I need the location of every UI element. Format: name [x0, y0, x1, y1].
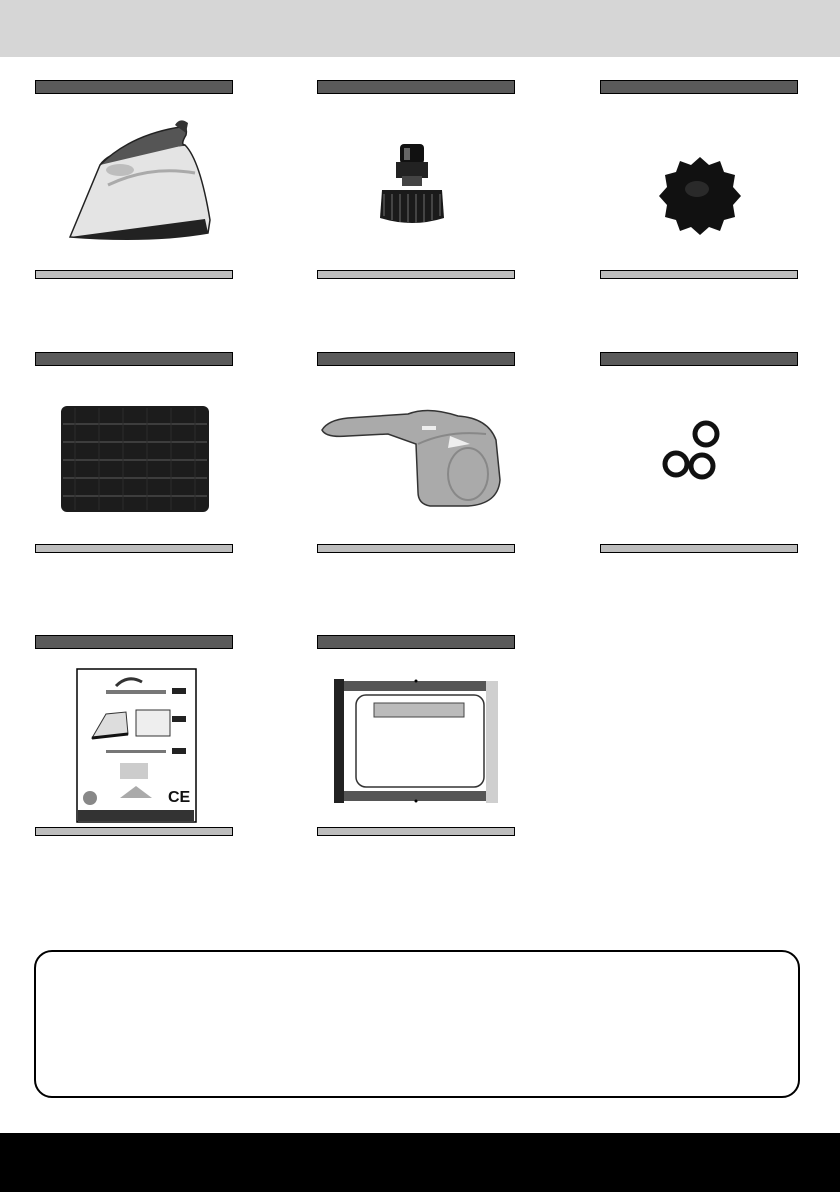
item-1-caption-bar	[35, 270, 233, 279]
item-5-title-bar	[317, 352, 515, 366]
item-6-caption-bar	[600, 544, 798, 553]
footer-band	[0, 1133, 840, 1192]
item-6-title-bar	[600, 352, 798, 366]
steamer-unit-icon	[318, 400, 518, 510]
item-8-title-bar	[317, 635, 515, 649]
item-8-caption-bar	[317, 827, 515, 836]
manual-booklet-icon	[76, 668, 197, 823]
item-2-title-bar	[317, 80, 515, 94]
item-3-title-bar	[600, 80, 798, 94]
steam-iron-icon	[60, 115, 220, 245]
bottle-cap-icon	[372, 140, 452, 240]
packaging-box-icon	[330, 677, 502, 807]
header-band	[0, 0, 840, 57]
item-5-caption-bar	[317, 544, 515, 553]
notes-box	[34, 950, 800, 1098]
item-7-title-bar	[35, 635, 233, 649]
rubber-rings-icon	[660, 418, 730, 488]
item-1-title-bar	[35, 80, 233, 94]
svg-text:CE: CE	[168, 789, 191, 806]
item-2-caption-bar	[317, 270, 515, 279]
brush-pad-icon	[55, 400, 215, 518]
item-7-caption-bar	[35, 827, 233, 836]
item-4-caption-bar	[35, 544, 233, 553]
item-3-caption-bar	[600, 270, 798, 279]
round-knob-icon	[657, 155, 743, 237]
item-4-title-bar	[35, 352, 233, 366]
